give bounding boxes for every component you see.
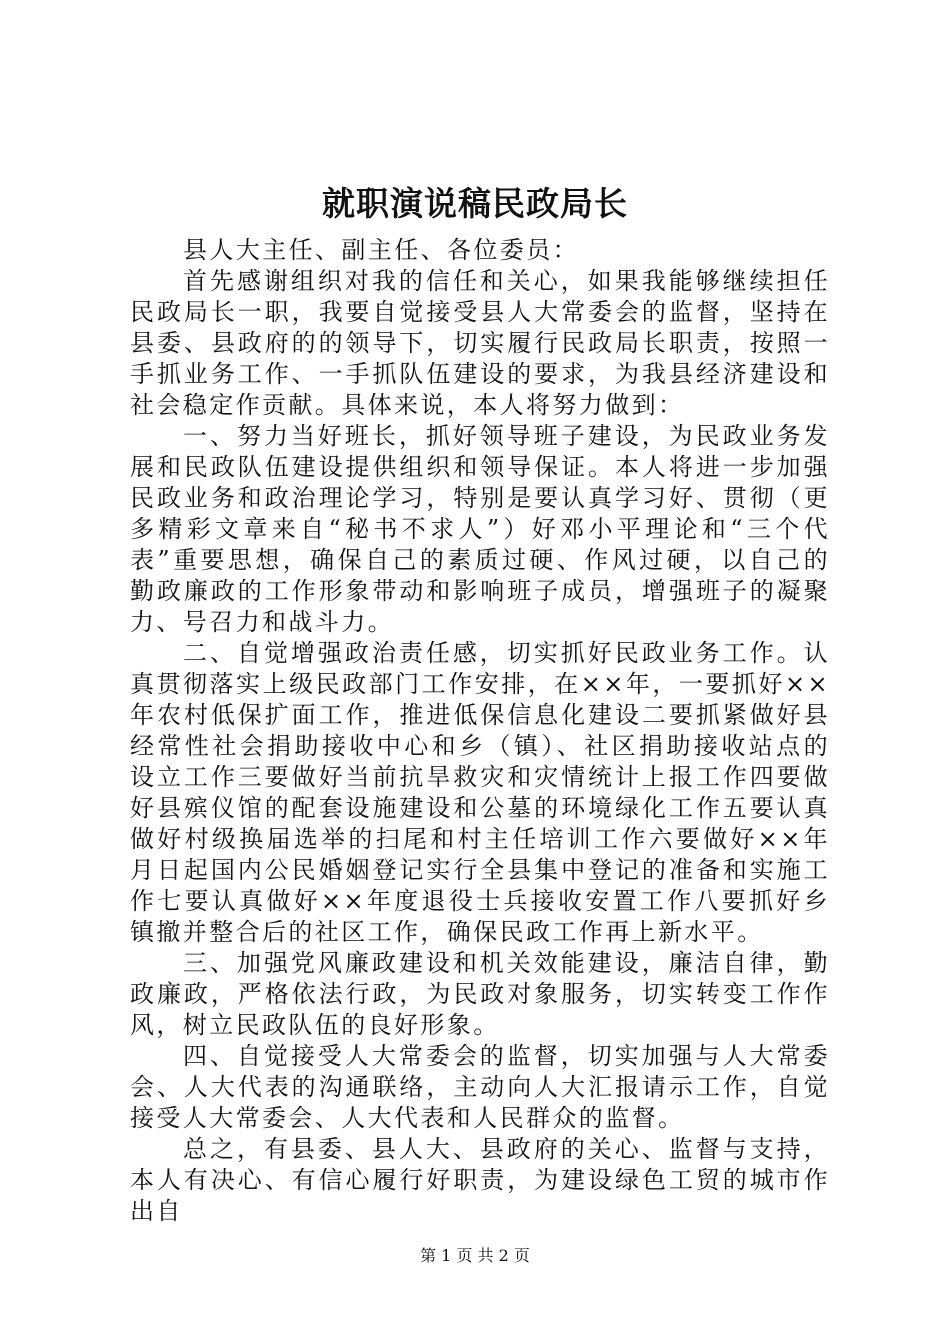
- point-four-paragraph: 四、自觉接受人大常委会的监督，切实加强与人大常委会、人大代表的沟通联络，主动向人大汇报请示工作，自觉接受人大常委会、人大代表和人民群众的监督。: [130, 1042, 830, 1132]
- page-number-footer: 第 1 页 共 2 页: [420, 1246, 530, 1265]
- salutation-paragraph: 县人大主任、副主任、各位委员：: [183, 236, 579, 264]
- conclusion-paragraph: 总之，有县委、县人大、县政府的关心、监督与支持，本人有决心、有信心履行好职责，为建设绿色工贸的城市作出自: [130, 1135, 830, 1225]
- document-title: 就职演说稿民政局长: [322, 184, 628, 223]
- document-body: [130, 235, 830, 1227]
- intro-paragraph: 首先感谢组织对我的信任和关心，如果我能够继续担任民政局长一职，我要自觉接受县人大常委会的监督，坚持在县委、县政府的的领导下，切实履行民政局长职责，按照一手抓业务工作、一手抓队伍建设的要求，为我县经济建设和社会稳定作贡献。具体来说，本人将努力做到：: [130, 267, 830, 419]
- point-two-paragraph: 二、自觉增强政治责任感，切实抓好民政业务工作。认真贯彻落实上级民政部门工作安排，在××年，一要抓好××年农村低保扩面工作，推进低保信息化建设二要抓紧做好县经常性社会捐助接收中心和乡（镇）、社区捐助接收站点的设立工作三要做好当前抗旱救灾和灾情统计上报工作四要做好县殡仪馆的配套设施建设和公墓的环境绿化工作五要认真做好村级换届选举的扫尾和村主任培训工作六要做好××年月日起国内公民婚姻登记实行全县集中登记的准备和实施工作七要认真做好××年度退役士兵接收安置工作八要抓好乡镇撤并整合后的社区工作，确保民政工作再上新水平。: [130, 639, 830, 946]
- point-three-paragraph: 三、加强党风廉政建设和机关效能建设，廉洁自律，勤政廉政，严格依法行政，为民政对象服务，切实转变工作作风，树立民政队伍的良好形象。: [130, 949, 830, 1039]
- point-one-paragraph: 一、努力当好班长，抓好领导班子建设，为民政业务发展和民政队伍建设提供组织和领导保证。本人将进一步加强民政业务和政治理论学习，特别是要认真学习好、贯彻（更多精彩文章来自“秘书不求人”）好邓小平理论和“三个代表”重要思想，确保自己的素质过硬、作风过硬，以自己的勤政廉政的工作形象带动和影响班子成员，增强班子的凝聚力、号召力和战斗力。: [130, 422, 830, 636]
